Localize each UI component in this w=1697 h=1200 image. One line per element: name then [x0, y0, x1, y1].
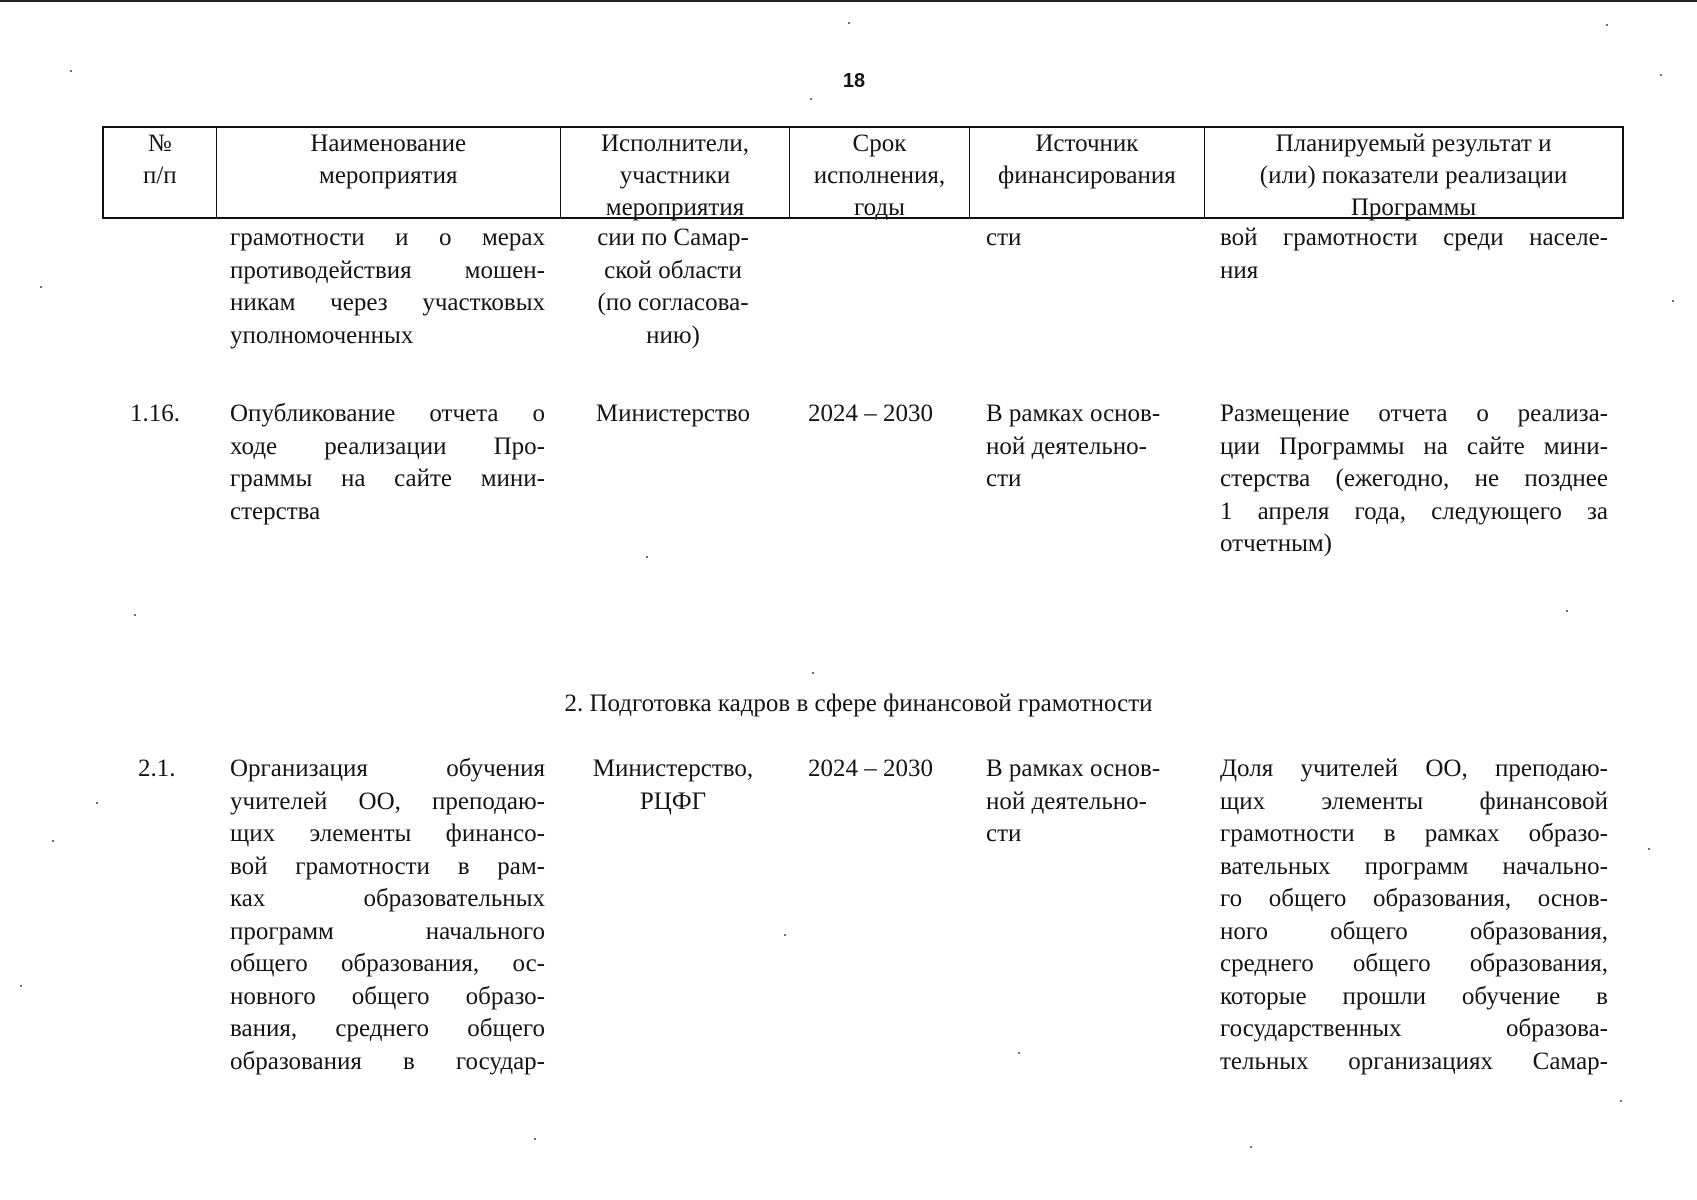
text-line: В рамках основ-	[986, 755, 1161, 782]
text-line: ния	[1220, 256, 1259, 284]
scan-speck	[534, 1138, 536, 1140]
header-text: №	[147, 130, 172, 157]
row-1-16-name	[230, 398, 545, 528]
text-line: В рамках основ-	[986, 400, 1161, 427]
row-number	[138, 753, 218, 786]
row-2-1-source	[986, 753, 1186, 851]
scan-speck	[1566, 610, 1568, 612]
header-text: мероприятия	[605, 194, 745, 221]
header-text: финансирования	[998, 162, 1176, 189]
scan-speck	[96, 802, 98, 804]
text-line: 2024 – 2030	[808, 400, 933, 427]
text-line: Размещение отчета о реализа-	[1220, 400, 1608, 427]
text-line: граммы на сайте мини-	[230, 465, 545, 492]
text-line: которые прошли обучение в	[1220, 982, 1608, 1010]
scan-speck	[1660, 74, 1662, 76]
page-number: 18	[842, 70, 866, 92]
text-line: 1.16.	[130, 400, 180, 427]
scan-speck	[810, 98, 812, 100]
scan-speck	[1620, 1100, 1622, 1102]
table-header	[102, 126, 1624, 219]
text-line: новного общего образо-	[230, 982, 545, 1010]
top-border-line	[0, 0, 1697, 2]
header-text: Наименование	[310, 130, 467, 157]
section-heading: 2. Подготовка кадров в сфере финансовой грамотности	[564, 690, 1153, 717]
text-line: вой грамотности среди населе-	[1220, 224, 1608, 251]
text-line: ходе реализации Про-	[230, 432, 545, 460]
text-line: 2024 – 2030	[808, 755, 933, 782]
text-line: вой грамотности в рам-	[230, 852, 545, 880]
text-line: щих элементы финансовой	[1220, 787, 1608, 815]
continued-row-name	[230, 222, 545, 352]
scan-speck	[1606, 24, 1608, 26]
text-line: стерства (ежегодно, не позднее	[1220, 465, 1608, 492]
text-line: Опубликование отчета о	[230, 400, 545, 427]
header-num	[104, 128, 217, 217]
scan-speck	[784, 934, 786, 936]
text-line: государственных образова-	[1220, 1015, 1608, 1042]
row-1-16-result	[1220, 398, 1608, 561]
text-line: ного общего образования,	[1220, 917, 1608, 945]
row-1-16-source	[986, 398, 1186, 496]
text-line: го общего образования, основ-	[1220, 885, 1608, 912]
row-1-16-deadline	[808, 398, 968, 431]
header-text: участники	[619, 162, 731, 189]
scan-speck	[40, 286, 42, 288]
header-deadline	[790, 128, 970, 221]
text-line: противодействия мошен-	[230, 256, 545, 284]
row-number	[130, 398, 210, 431]
header-text: (или) показатели реализации	[1259, 162, 1568, 189]
text-line: грамотности в рамках образо-	[1220, 820, 1608, 847]
header-text: Срок	[852, 130, 907, 157]
scan-speck	[134, 614, 136, 616]
continued-row-executors	[578, 222, 768, 352]
text-line: тельных организациях Самар-	[1220, 1047, 1608, 1075]
text-line: ной деятельно-	[986, 787, 1147, 815]
header-text: п/п	[142, 162, 177, 189]
text-line: сии по Самар-	[597, 224, 749, 251]
text-line: ках образовательных	[230, 885, 545, 912]
row-2-1-deadline	[808, 753, 968, 786]
header-source	[970, 128, 1205, 217]
row-2-1-executors	[578, 753, 768, 818]
text-line: РЦФГ	[639, 787, 707, 815]
text-line: грамотности и о мерах	[230, 224, 545, 251]
text-line: ной деятельно-	[986, 432, 1147, 460]
scan-speck	[646, 556, 648, 558]
text-line: никам через участковых	[230, 289, 545, 316]
text-line: общего образования, ос-	[230, 950, 545, 977]
text-line: сти	[986, 820, 1022, 847]
header-name	[217, 128, 561, 217]
text-line: ции Программы на сайте мини-	[1220, 432, 1608, 460]
text-line: ской области	[604, 256, 742, 284]
text-line: образования в государ-	[230, 1047, 545, 1075]
text-line: программ начального	[230, 917, 545, 945]
header-text: мероприятия	[319, 162, 458, 189]
text-line: уполномоченных	[230, 321, 414, 349]
text-line: (по согласова-	[597, 289, 749, 316]
header-text: годы	[853, 194, 905, 221]
text-line: сти	[986, 465, 1022, 492]
text-line: сти	[986, 224, 1022, 251]
text-line: вательных программ начально-	[1220, 852, 1608, 880]
continued-row-result	[1220, 222, 1608, 287]
text-line: щих элементы финансо-	[230, 820, 545, 847]
header-executors	[561, 128, 790, 221]
text-line: Доля учителей ОО, преподаю-	[1220, 755, 1608, 782]
text-line: Министерство	[595, 400, 751, 427]
text-line: нию)	[646, 321, 700, 349]
continued-row-source	[986, 222, 1186, 255]
text-line: вания, среднего общего	[230, 1015, 545, 1042]
text-line: отчетным)	[1220, 530, 1333, 557]
header-text: исполнения,	[813, 162, 946, 189]
header-text: Исполнители,	[600, 130, 750, 157]
text-line: среднего общего образования,	[1220, 950, 1608, 977]
header-text: Планируемый результат и	[1275, 130, 1552, 157]
text-line: 2.1.	[138, 755, 176, 782]
scan-speck	[1018, 1052, 1020, 1054]
scan-speck	[812, 672, 814, 674]
header-text: Программы	[1350, 194, 1477, 221]
scan-speck	[1250, 1146, 1252, 1148]
text-line: учителей ОО, преподаю-	[230, 787, 545, 815]
scan-speck	[1648, 848, 1650, 850]
scan-speck	[52, 840, 54, 842]
text-line: Организация обучения	[230, 755, 545, 782]
row-2-1-result	[1220, 753, 1608, 1078]
text-line: Министерство,	[592, 755, 754, 782]
scan-speck	[848, 22, 850, 24]
header-text: Источник	[1035, 130, 1139, 157]
header-result	[1205, 128, 1622, 221]
scan-speck	[20, 985, 22, 987]
text-line: стерства	[230, 497, 321, 525]
row-1-16-executors	[578, 398, 768, 431]
scan-speck	[1672, 300, 1674, 302]
row-2-1-name	[230, 753, 545, 1078]
text-line: 1 апреля года, следующего за	[1220, 497, 1608, 525]
scan-speck	[70, 70, 72, 72]
